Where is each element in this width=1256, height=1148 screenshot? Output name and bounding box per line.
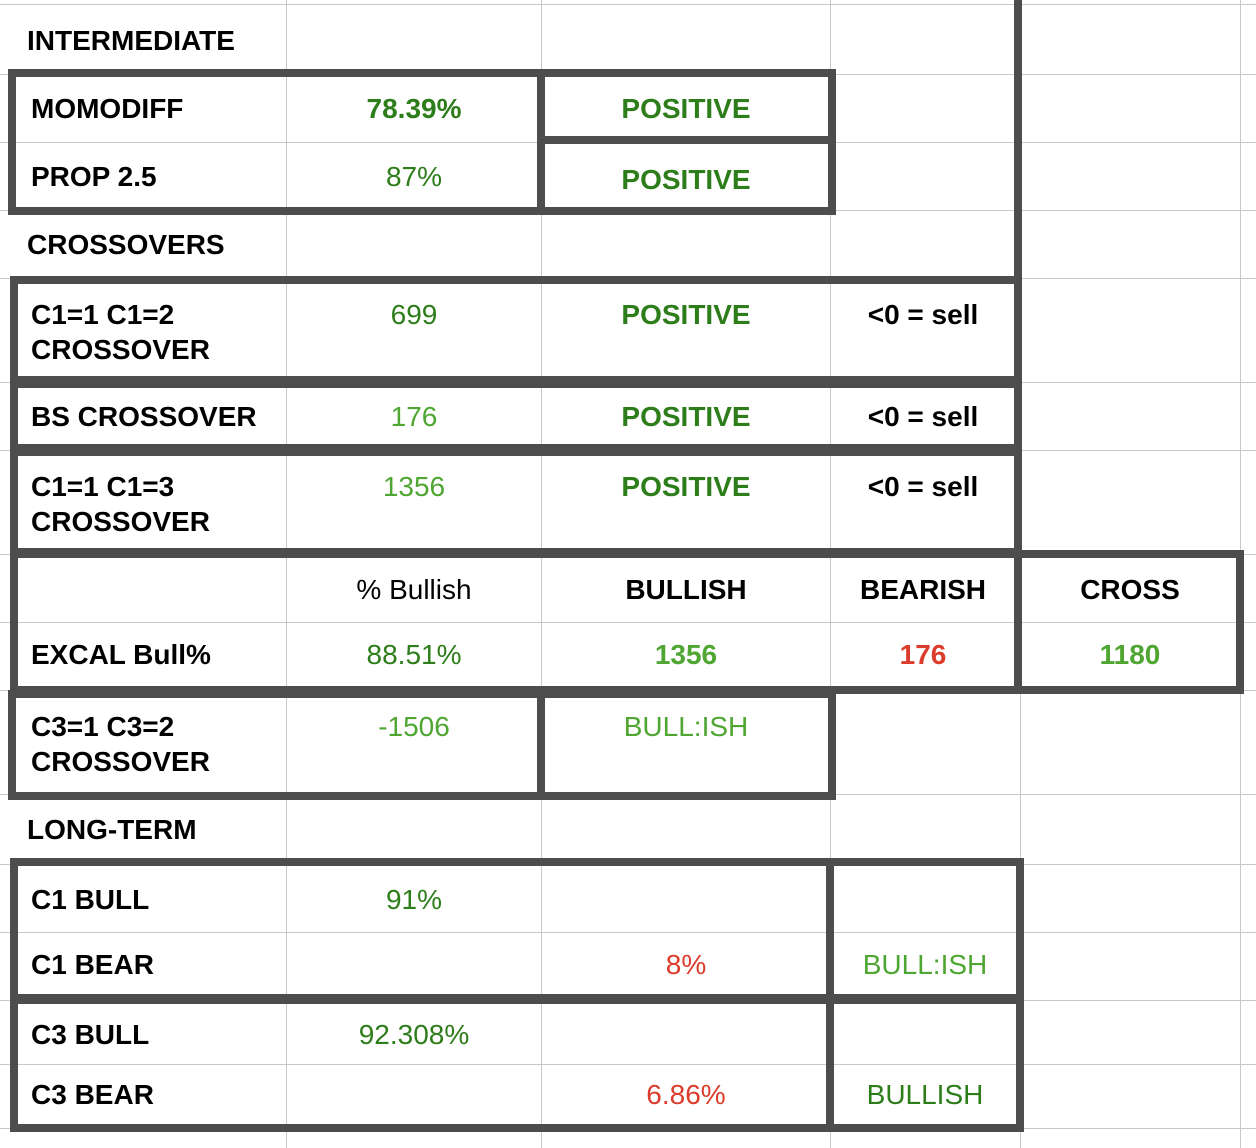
c1-12-signal[interactable]: POSITIVE	[621, 299, 751, 330]
c1-13-label-line1: C1=1 C1=3	[31, 471, 175, 502]
c1-12-label[interactable]	[0, 283, 286, 382]
c1-13-rule[interactable]: <0 = sell	[867, 471, 979, 502]
prop-value[interactable]: 87%	[385, 161, 443, 192]
excal-header-bearish[interactable]: BEARISH	[859, 573, 986, 605]
excal-header-pct[interactable]: % Bullish	[356, 573, 472, 605]
c1-13-value[interactable]: 1356	[382, 471, 446, 502]
excal-header-bullish[interactable]: BULLISH	[625, 573, 747, 605]
prop-signal[interactable]: POSITIVE	[621, 163, 751, 195]
excal-bearish[interactable]: 176	[899, 639, 947, 670]
excal-header-cross[interactable]: CROSS	[1080, 573, 1180, 605]
c3-12-label[interactable]	[0, 695, 286, 794]
c1-bull-value[interactable]: 91%	[385, 883, 443, 915]
c1-12-value[interactable]: 699	[390, 299, 438, 330]
c1-bear-label[interactable]: C1 BEAR	[31, 949, 154, 980]
c3-bear-label[interactable]: C3 BEAR	[31, 1078, 154, 1110]
c3-12-label-line1: C3=1 C3=2	[31, 711, 175, 742]
c3-bear-value[interactable]: 6.86%	[646, 1078, 726, 1110]
excal-bullish[interactable]: 1356	[654, 639, 718, 670]
c3-bull-value[interactable]: 92.308%	[358, 1018, 470, 1050]
c1-12-label-line2: CROSSOVER	[31, 334, 210, 365]
excal-cross[interactable]: 1180	[1099, 639, 1161, 670]
c1-bear-value[interactable]: 8%	[665, 949, 707, 980]
bs-signal[interactable]: POSITIVE	[621, 401, 751, 432]
long-term-heading[interactable]: LONG-TERM	[27, 814, 197, 845]
c3-12-signal[interactable]: BULL:ISH	[623, 711, 749, 742]
c1-13-label-line2: CROSSOVER	[31, 506, 210, 537]
c3-12-label-line2: CROSSOVER	[31, 746, 210, 777]
intermediate-heading[interactable]: INTERMEDIATE	[27, 24, 235, 56]
momodiff-label[interactable]: MOMODIFF	[31, 93, 184, 124]
c1-13-signal[interactable]: POSITIVE	[621, 471, 751, 502]
bs-label[interactable]: BS CROSSOVER	[31, 401, 257, 432]
excal-label[interactable]: EXCAL Bull%	[31, 639, 211, 670]
momodiff-signal[interactable]: POSITIVE	[621, 93, 751, 124]
c1-13-label[interactable]	[0, 455, 286, 554]
c3-12-value[interactable]: -1506	[378, 711, 450, 742]
crossovers-heading[interactable]: CROSSOVERS	[27, 229, 225, 260]
bs-value[interactable]: 176	[390, 401, 438, 432]
prop-label[interactable]: PROP 2.5	[31, 161, 157, 192]
momodiff-value[interactable]: 78.39%	[366, 93, 462, 124]
c3-bear-signal[interactable]: BULLISH	[866, 1078, 984, 1110]
c3-bull-label[interactable]: C3 BULL	[31, 1018, 150, 1050]
c1-12-label-line1: C1=1 C1=2	[31, 299, 175, 330]
bs-rule[interactable]: <0 = sell	[867, 401, 979, 432]
c1-bear-signal[interactable]: BULL:ISH	[862, 949, 988, 980]
excal-pct[interactable]: 88.51%	[366, 639, 462, 670]
c1-bull-label[interactable]: C1 BULL	[31, 883, 150, 915]
c1-12-rule[interactable]: <0 = sell	[867, 299, 979, 330]
